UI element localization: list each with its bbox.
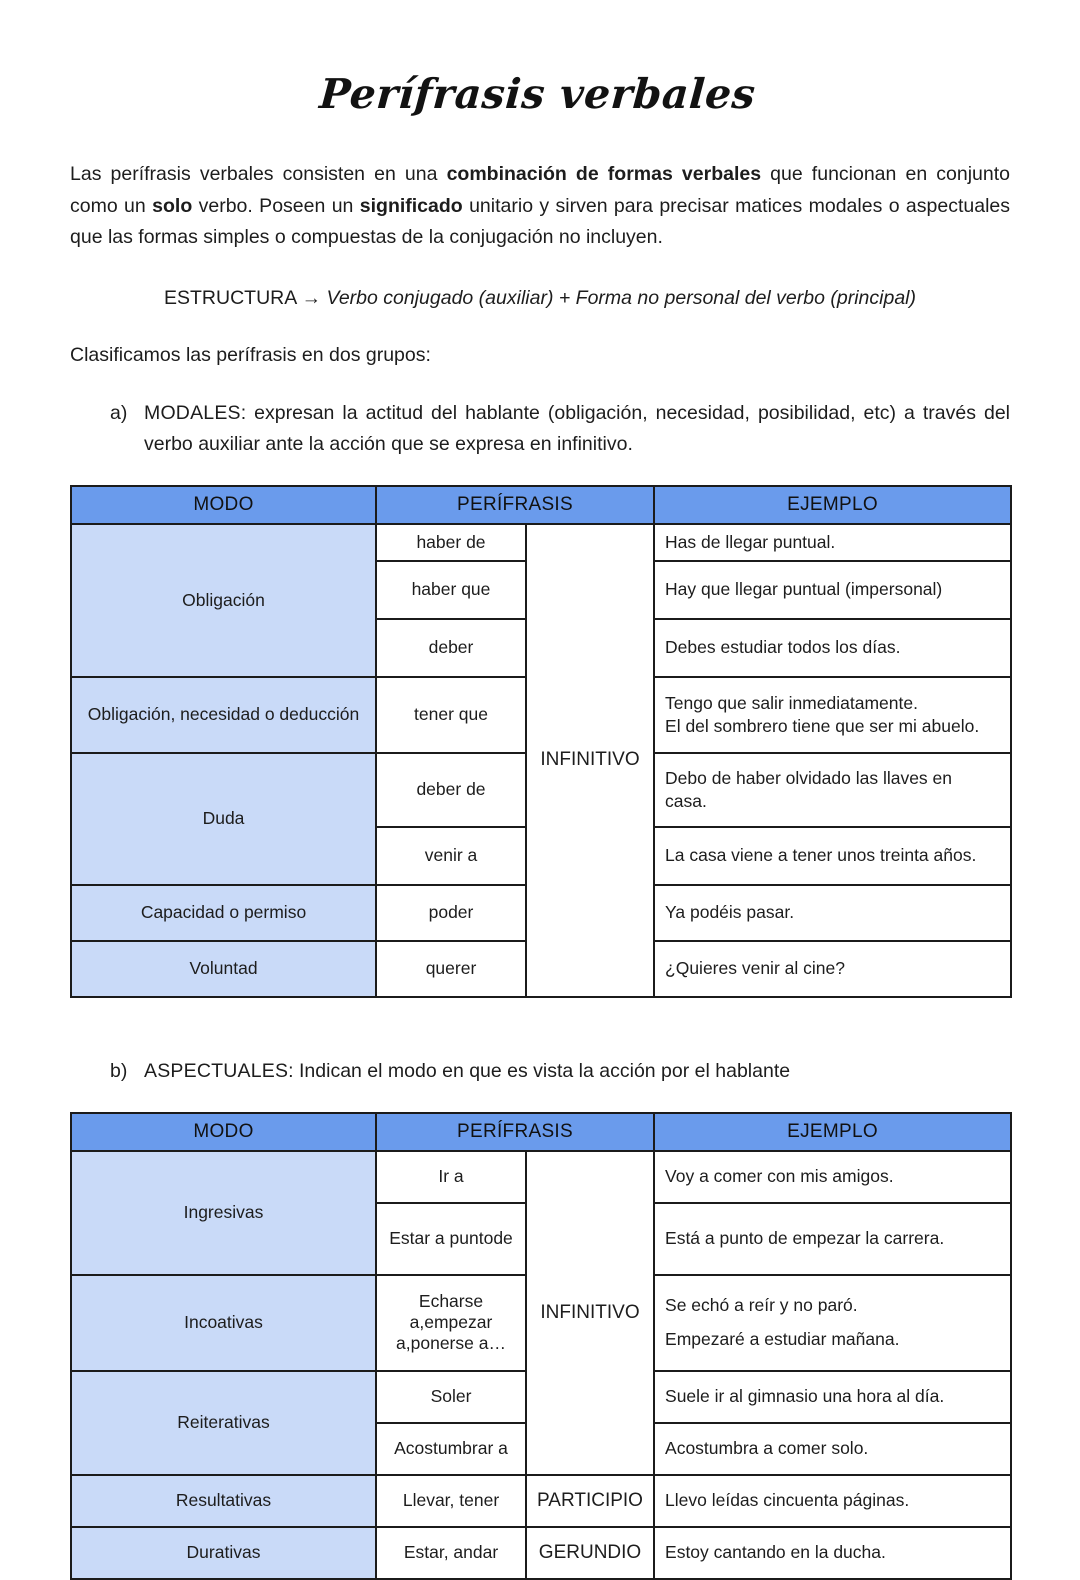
table-aspectuales-wrapper [70,1112,1010,1580]
cell-ejemplo [654,941,1011,997]
column-header-perifrasis: PERÍFRASIS [376,486,654,524]
cell-perifrasis [376,1275,526,1371]
intro-segment-emphasis: significado [359,194,463,217]
column-header-ejemplo: EJEMPLO [654,1113,1011,1151]
structure-line [70,284,1010,313]
ejemplo-line: Voy a comer con mis amigos. [665,1166,894,1187]
table-aspectuales [70,1112,1012,1580]
cell-perifrasis: haber que [376,561,526,619]
cell-perifrasis: querer [376,941,526,997]
cell-ejemplo [654,561,1011,619]
classification-line: Clasificamos las perífrasis en dos grupos: [70,344,431,367]
table-row [71,1151,1011,1203]
cell-ejemplo [654,1423,1011,1475]
cell-ejemplo [654,1275,1011,1371]
ejemplo-line: Suele ir al gimnasio una hora al día. [665,1386,945,1407]
intro-segment: que funcionan en conjunto como un [70,163,1010,217]
cell-modo: Obligación, necesidad o deducción [71,677,376,753]
column-header-modo: MODO [71,486,376,524]
ejemplo-line: La casa viene a tener unos treinta años. [665,845,977,866]
ejemplo-line: Empezaré a estudiar mañana. [665,1329,900,1350]
cell-ejemplo [654,1475,1011,1527]
section-item-aspectuales [70,1056,1010,1086]
ejemplo-line: Ya podéis pasar. [665,902,795,923]
cell-ejemplo [654,1203,1011,1275]
cell-ejemplo [654,1371,1011,1423]
structure-label: ESTRUCTURA → [164,286,322,309]
cell-ejemplo [654,827,1011,885]
ejemplo-line: casa. [665,790,707,811]
cell-forma-infinitivo: INFINITIVO [526,1151,654,1475]
cell-ejemplo [654,619,1011,677]
ejemplo-line: ¿Quieres venir al cine? [665,958,845,979]
cell-perifrasis: deber de [376,753,526,827]
column-header-modo: MODO [71,1113,376,1151]
cell-modo: Voluntad [71,941,376,997]
cell-ejemplo [654,524,1011,561]
intro-segment: verbo. Poseen un [192,194,360,217]
ejemplo-line: Está a punto de empezar la carrera. [665,1228,945,1249]
perifrasis-line: Estar a punto [389,1228,494,1249]
table-row [71,1527,1011,1579]
cell-modo: Ingresivas [71,1151,376,1275]
column-header-perifrasis: PERÍFRASIS [376,1113,654,1151]
cell-modo: Duda [71,753,376,885]
ejemplo-line: Has de llegar puntual. [665,531,836,552]
perifrasis-line: Estar, andar [403,1542,499,1563]
cell-ejemplo [654,1151,1011,1203]
cell-modo: Reiterativas [71,1371,376,1475]
section-text-modales [144,398,1010,458]
cell-perifrasis [376,1371,526,1423]
ejemplo-line: Debes estudiar todos los días. [665,637,901,658]
ejemplo-line: Tengo que salir inmediatamente. [665,692,918,713]
cell-perifrasis [376,1203,526,1275]
table-modales [70,485,1012,998]
cell-modo: Incoativas [71,1275,376,1371]
section-lead-modales: MODALES [144,402,241,425]
cell-perifrasis [376,1151,526,1203]
section-lead-aspectuales: ASPECTUALES [144,1059,289,1082]
cell-perifrasis [376,1475,526,1527]
section-desc-aspectuales: : Indican el modo en que es vista la acción por el hablante [288,1059,791,1082]
cell-modo: Durativas [71,1527,376,1579]
intro-segment-emphasis: solo [152,194,193,217]
cell-ejemplo [654,885,1011,941]
perifrasis-line: de [493,1228,513,1249]
table-modales-wrapper [70,485,1010,998]
ejemplo-line: Llevo leídas cincuenta páginas. [665,1490,910,1511]
intro-paragraph [70,159,1010,254]
ejemplo-line: Acostumbra a comer solo. [665,1438,869,1459]
ejemplo-line: Debo de haber olvidado las llaves en [665,767,953,788]
ejemplo-line: Estoy cantando en la ducha. [665,1542,886,1563]
perifrasis-line: Ir a [438,1166,464,1187]
perifrasis-line: Acostumbrar a [394,1438,508,1459]
perifrasis-line: ponerse a… [410,1333,506,1354]
cell-forma-gerundio: GERUNDIO [526,1527,654,1579]
cell-modo: Capacidad o permiso [71,885,376,941]
cell-modo: Obligación [71,524,376,677]
column-header-ejemplo: EJEMPLO [654,486,1011,524]
section-item-modales [70,398,1010,458]
intro-segment: Las perífrasis verbales consisten en una [70,163,447,186]
table-row [71,1475,1011,1527]
table-modales-header-row [71,486,1011,524]
cell-perifrasis: venir a [376,827,526,885]
cell-perifrasis: haber de [376,524,526,561]
table-aspectuales-header-row [71,1113,1011,1151]
cell-ejemplo [654,753,1011,827]
ejemplo-line: Hay que llegar puntual (impersonal) [665,579,943,600]
cell-perifrasis [376,1527,526,1579]
cell-forma-infinitivo: INFINITIVO [526,524,654,997]
perifrasis-line: Llevar, tener [402,1490,500,1511]
perifrasis-line: Echarse a, [409,1291,484,1333]
intro-segment: unitario y sirven para precisar matices modales o aspectuales que las formas simples o compuestas de la conjugación no incluyen. [70,194,1010,249]
section-desc-modales: : expresan la actitud del hablante (obligación, necesidad, posibilidad, etc) a través del verbo auxiliar ante la acción que se expresa en infinitivo. [144,402,1010,455]
ejemplo-line: Se echó a reír y no paró. [665,1295,858,1316]
cell-perifrasis: tener que [376,677,526,753]
cell-modo: Resultativas [71,1475,376,1527]
list-marker-b: b) [110,1059,128,1082]
perifrasis-line: Soler [430,1386,472,1407]
table-row [71,524,1011,561]
cell-ejemplo [654,1527,1011,1579]
structure-value: Verbo conjugado (auxiliar) + Forma no personal del verbo (principal) [326,286,916,309]
cell-perifrasis: deber [376,619,526,677]
intro-segment-emphasis: combinación de formas verbales [446,163,762,186]
cell-forma-participio: PARTICIPIO [526,1475,654,1527]
list-marker-a: a) [110,402,128,425]
perifrasis-line: empezar a, [396,1312,493,1354]
section-text-aspectuales [144,1056,1010,1086]
ejemplo-line: El del sombrero tiene que ser mi abuelo. [665,715,980,736]
cell-perifrasis: poder [376,885,526,941]
page-title: Perífrasis verbales [317,70,758,118]
cell-perifrasis [376,1423,526,1475]
cell-ejemplo [654,677,1011,753]
